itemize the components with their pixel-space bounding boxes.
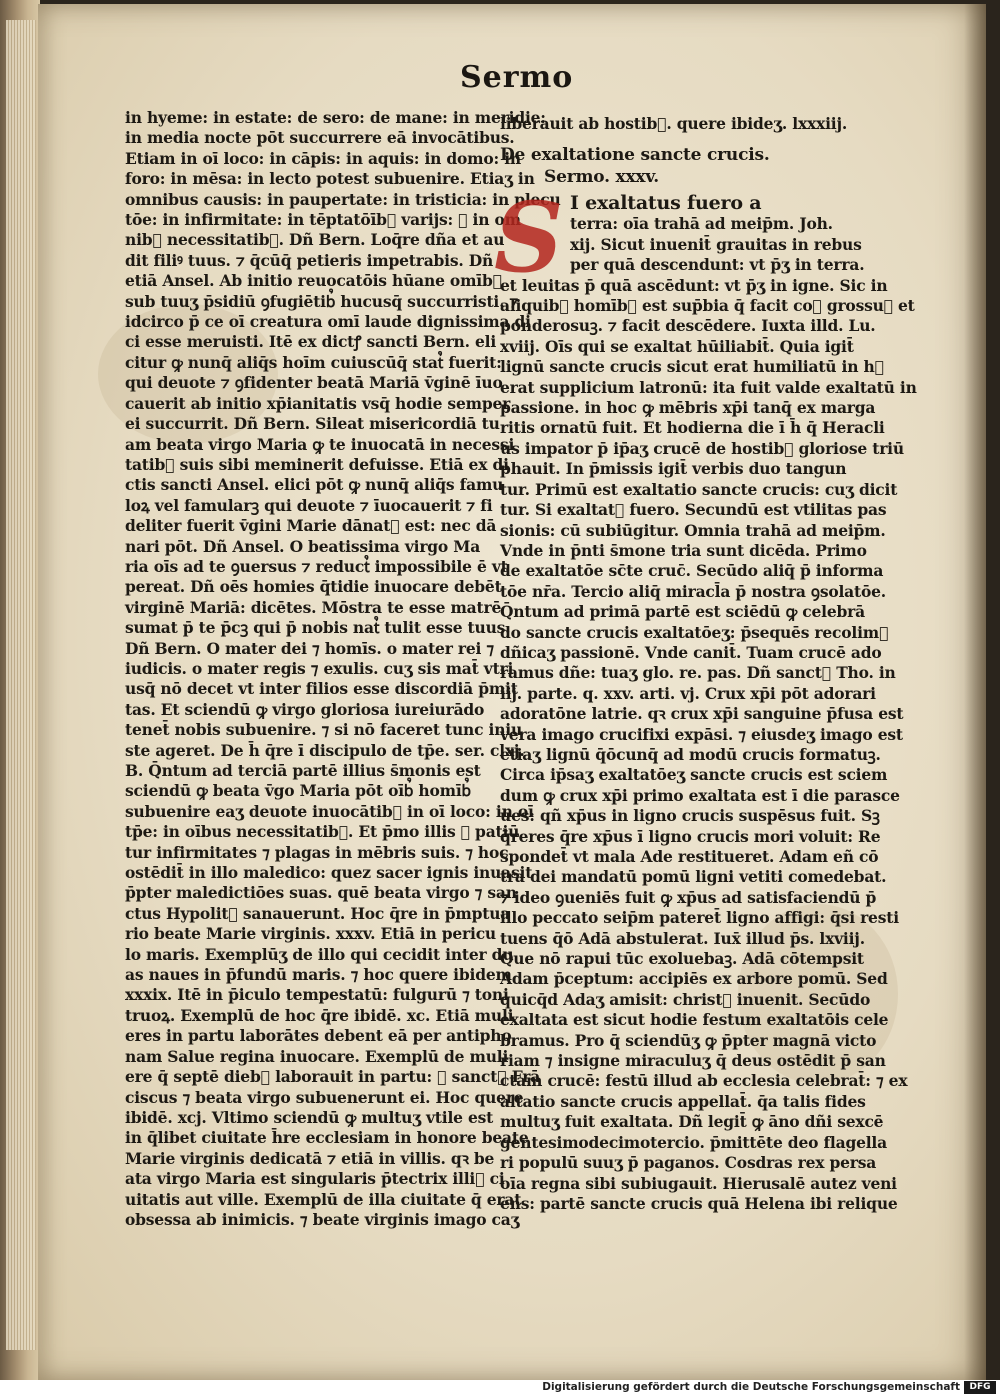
- text-line: adoratōne latrie. qꝛ crux xp̄i sanguine p̄fusa est: [500, 704, 904, 724]
- text-line: passione. in hoc ꝙ mēbris xp̄i tanq̄ ex marga: [500, 398, 876, 418]
- text-line: tra dei mandatū pomū ligni vetiti comedebat.: [500, 867, 887, 887]
- text-line: lo maris. Exemplūʒ de illo qui cecidit inter du: [125, 944, 514, 964]
- text-line: tenet̄ nobis subuenire. ⁊ si nō faceret tunc iniu: [125, 720, 523, 740]
- text-line: uitatis aut ville. Exemplū de illa ciuitate q̄ erat: [125, 1189, 522, 1209]
- text-line: ens: partē sancte crucis quā Helena ibi relique: [500, 1193, 898, 1213]
- initial-text-line: terra: oīa trahā ad meip̄m. Joh.: [570, 214, 833, 234]
- text-line: ri populū suuʒ p̄ paganos. Cosdras rex persa: [500, 1153, 877, 1173]
- text-line: ramus dñe: tuaʒ glo. re. pas. Dñ sanct᷒ Tho. in: [500, 663, 896, 683]
- text-line: ere q̄ septē dieb᷒ laborauit in partu: ⁊ sanct᷒ Frā: [125, 1067, 541, 1087]
- text-line: B. Q̄ntum ad terciā partē illius s̄monis est: [125, 761, 481, 780]
- initial-text-line: per quā descendunt: vt p̄ʒ in terra.: [570, 255, 865, 275]
- text-line: eres in partu laborātes debent eā per antipho: [125, 1026, 512, 1046]
- text-line: xviij. Oīs qui se exaltat hūiliabit̄. Quia igit̄: [500, 336, 854, 356]
- text-line: usq̄ nō decet vt inter filios esse discordiā p̄mit: [125, 679, 518, 699]
- text-line: deliter fuerit v̄gini Marie dānat᷒ est: nec dā: [125, 516, 497, 536]
- text-line: ctam crucē: festū illud ab ecclesia celebrat̄: ⁊ ex: [500, 1071, 908, 1091]
- text-line: bramus. Pro q̄ sciendūʒ ꝙ p̄pter magnā victo: [500, 1030, 877, 1050]
- text-line: Etiam in oī loco: in cāpis: in aquis: in domo: in: [125, 148, 521, 168]
- text-line: tur. Si exaltat᷒ fuero. Secundū est vtilitas pas: [500, 500, 887, 520]
- text-line: rio beate Marie virginis. xxxv. Etiā in pericu: [125, 924, 497, 944]
- text-line: ria oīs ad te ꝯuersus ⁊ reduct᷒ impossibile ē vt: [125, 556, 508, 576]
- text-line: quicq̄d Adaʒ amisit: christ᷒ inuenit. Secūdo: [500, 989, 871, 1009]
- text-line: ata virgo Maria est singularis p̄tectrix illi᷒ ci: [125, 1169, 505, 1189]
- running-header: Sermo: [460, 60, 574, 95]
- text-line: foro: in mēsa: in lecto potest subuenire. Etiaʒ in: [125, 169, 535, 189]
- text-line: vera imago crucifixi expāsi. ⁊ eiusdeʒ imago est: [500, 724, 903, 744]
- text-line: aliquib᷒ homīb᷒ est sup̄bia q̄ facit coꝛ grossuꝫ et: [500, 296, 915, 316]
- text-line: multuʒ fuit exaltata. Dñ legit̄ ꝙ āno dñi sexcē: [500, 1112, 884, 1132]
- text-line: ⁊ ideo ꝯueniēs fuit ꝙ xp̄us ad satisfaciendū p̄: [500, 887, 877, 907]
- text-line: do sancte crucis exaltatōeʒ: p̄sequēs recolim᷒: [500, 622, 889, 642]
- right-column-top-line: liberauit ab hostib᷒. quere ibideʒ. lxxxiij.: [500, 114, 848, 133]
- text-line: dit filiꝰ tuus. ⁊ q̄cūq̄ petieris impetrabis. Dñ: [125, 250, 494, 270]
- text-line: in media nocte pōt succurrere eā invocātibus.: [125, 128, 515, 148]
- text-line: ciscus ⁊ beata virgo subuenerunt ei. Hoc quere: [125, 1087, 524, 1107]
- text-line: obsessa ab inimicis. ⁊ beate virginis imago caʒ: [125, 1209, 520, 1229]
- footer-credit: Digitalisierung gefördert durch die Deutsche Forschungsgemeinschaft: [542, 1381, 960, 1393]
- text-line: dñicaʒ passionē. Vnde canit̄. Tuam crucē ado: [500, 642, 882, 662]
- text-line: ei succurrit. Dñ Bern. Sileat misericordiā tu: [125, 414, 500, 434]
- text-line: riam ⁊ insigne miraculuʒ q̄ deus ostēdit p̄ san: [500, 1051, 886, 1071]
- text-line: Que nō rapui tūc exoluebaꝫ. Adā cōtempsit: [500, 949, 864, 969]
- red-initial-letter: S: [494, 181, 564, 295]
- text-line: idcirco p̄ ce oī creatura omī laude dignissima di: [125, 312, 531, 332]
- text-line: tōe: in infirmitate: in tēptatōīb᷒ varijs: ⁊ in om: [125, 210, 521, 230]
- text-line: ibidē. xcj. Vltimo sciendū ꝙ multuʒ vtile est: [125, 1107, 494, 1127]
- text-line: in q̄libet ciuitate h̄re ecclesiam in honore beate: [125, 1128, 529, 1148]
- text-line: Vnde in p̄nti s̄mone tria sunt dicēda. Primo: [500, 540, 867, 560]
- text-line: p̄pter maledictiōes suas. quē beata virgo ⁊ san: [125, 883, 517, 903]
- sermon-number: Sermo. xxxv.: [544, 167, 660, 188]
- text-line: virginē Mariā: dicētes. Mōstra te esse matrē: [125, 597, 502, 617]
- text-line: phauit. In p̄missis igit̄ verbis duo tangun: [500, 459, 847, 479]
- text-line: lignū sancte crucis sicut erat humiliatū in h᷒: [500, 357, 884, 377]
- text-line: cauerit ab initio xp̄ianitatis vsq̄ hodie semper: [125, 393, 511, 413]
- text-line: ste ageret. De h̄ q̄re ī discipulo de tp̄e. ser. clxj.: [125, 740, 525, 760]
- text-line: etiaʒ lignū q̄ōcunq̄ ad modū crucis formatuꝫ.: [500, 744, 881, 764]
- text-line: ci esse meruisti. Itē ex dictꝭ sancti Bern. eli: [125, 332, 497, 352]
- text-line: loꝝ vel famularꝫ qui deuote ⁊ īuocauerit ⁊ fi: [125, 495, 493, 515]
- text-line: et leuitas p̄ quā ascēdunt: vt p̄ʒ in igne. Sic in: [500, 275, 888, 295]
- text-line: truoꝝ. Exemplū de hoc q̄re ibidē. xc. Etiā muli: [125, 1005, 514, 1025]
- text-line: etiā Ansel. Ab initio reuocatōis hūane omīb᷒: [125, 271, 502, 291]
- text-line: spondet̄ vt mala Ade restitueret. Adam eñ cō: [500, 847, 879, 866]
- text-line: Marie virginis dedicatā ⁊ etiā in villis. qꝛ be: [125, 1148, 495, 1168]
- text-line: Adam p̄ceptum: accipiēs ex arbore pomū. Sed: [500, 969, 888, 989]
- text-line: qui deuote ⁊ ꝯfidenter beatā Mariā v̄ginē īuo: [125, 373, 503, 393]
- text-line: Dñ Bern. O mater dei ⁊ homīs. o mater rei ⁊: [125, 638, 494, 658]
- text-line: tp̄e: in oībus necessitatib᷒. Et p̄mo illis ꝙ patiū: [125, 822, 520, 842]
- text-line: de exaltatōe sc̄te cruc̄. Secūdo aliq̄ p̄ informa: [500, 561, 884, 581]
- text-line: nam Salue regina inuocare. Exemplū de muli: [125, 1046, 509, 1066]
- text-line: omnibus causis: in paupertate: in tristicia: in plecu: [125, 189, 561, 209]
- text-line: xxxix. Itē in p̄iculo tempestatū: fulgurū ⁊ toni: [125, 985, 509, 1005]
- chapter-heading: De exaltatione sancte crucis.: [500, 145, 770, 166]
- text-line: tas. Et sciendū ꝙ virgo gloriosa iureiurādo: [125, 699, 485, 719]
- text-line: iij. parte. q. xxv. arti. vj. Crux xp̄i pōt adorari: [500, 683, 876, 703]
- text-line: pereat. Dñ oēs homies q̄tidie inuocare debēt: [125, 577, 502, 597]
- text-line: ctis sancti Ansel. elici pōt ꝙ nunq̄ aliq̄s famu: [125, 475, 504, 495]
- right-column-body: [500, 275, 917, 1215]
- text-line: dum ꝙ crux xp̄i primo exaltata est ī die parasce: [500, 785, 900, 805]
- text-line: ritis ornatū fuit. Et hodierna die ī h̄ q̄ Heracli: [500, 418, 885, 438]
- text-line: sionis: cū subiūgitur. Omnia trahā ad meip̄m.: [500, 520, 886, 540]
- text-line: iudicis. o mater regis ⁊ exulis. cuʒ sis mat̄ vtri: [125, 658, 514, 678]
- text-line: ctus Hypolit᷒ sanauerunt. Hoc q̄re in p̄mptua: [125, 903, 511, 923]
- text-line: Q̄ntum ad primā partē est sciēdū ꝙ celebrā: [500, 602, 865, 622]
- text-line: erat supplicium latronū: ita fuit valde exaltatū in: [500, 377, 917, 397]
- text-line: ues: qñ xp̄us in ligno crucis suspēsus fuit. Sꝫ: [500, 806, 880, 826]
- text-line: us impator p̄ ip̄aʒ crucē de hostib᷒ gloriose triū: [500, 438, 904, 458]
- text-line: gentesimodecimotercio. p̄mittēte deo flagella: [500, 1132, 887, 1152]
- text-line: ostēdit̄ in illo maledico: quez sacer ignis inuasit: [125, 863, 533, 883]
- text-line: tur infirmitates ⁊ plagas in mēbris suis. ⁊ hoc: [125, 842, 509, 862]
- initial-text-line: xij. Sicut inuenit̄ grauitas in rebus: [570, 234, 862, 254]
- page-gutter: [964, 4, 986, 1380]
- text-line: tatib᷒ suis sibi meminerit defuisse. Etiā ex di: [125, 454, 509, 474]
- text-line: nari pōt. Dñ Ansel. O beatissima virgo Ma: [125, 536, 481, 556]
- text-line: q̄reres q̄re xp̄us ī ligno crucis mori voluit: Re: [500, 826, 881, 846]
- text-line: ponderosuꝫ. ⁊ facit descēdere. Iuxta illd. Lu.: [500, 316, 876, 336]
- initial-text-line: I exaltatus fuero a: [570, 192, 762, 215]
- right-column: [494, 114, 917, 1214]
- text-line: am beata virgo Maria ꝙ te inuocatā in necessi: [125, 434, 515, 454]
- text-line: altatio sancte crucis appellat̄. q̄a talis fides: [500, 1091, 866, 1111]
- text-line: illo peccato seip̄m pateret̄ ligno affigi: q̄si resti: [500, 908, 899, 928]
- text-line: tuens q̄ō Adā abstulerat. Iux̄ illud p̄s. lxviij.: [500, 928, 865, 948]
- text-line: in hyeme: in estate: de sero: de mane: in meridie:: [125, 108, 546, 127]
- text-line: nib᷒ necessitatib᷒. Dñ Bern. Loq̄re dña et au: [125, 230, 505, 250]
- text-line: tōe nr̄a. Tercio aliq̄ miracl̄a p̄ nostra ꝯsolatōe.: [500, 581, 886, 601]
- text-line: oīa regna sibi subiugauit. Hierusalē autez veni: [500, 1173, 897, 1193]
- text-line: as naues in p̄fundū maris. ⁊ hoc quere ibidem: [125, 965, 512, 985]
- text-line: sub tuuʒ p̄sidiū ꝯfugiētib᷒ hucusq̄ succurristi. ⁊: [125, 291, 519, 311]
- text-line: exaltata est sicut hodie festum exaltatōis cele: [500, 1010, 889, 1030]
- text-line: subuenire eaʒ deuote inuocātib᷒ in oī loco: in oī: [125, 801, 534, 821]
- dfg-logo: DFG: [964, 1381, 996, 1394]
- text-line: tur. Primū est exaltatio sancte crucis: cuʒ dicit: [500, 479, 898, 499]
- text-line: sciendū ꝙ beata v̄go Maria pōt oīb᷒ homīb᷒: [125, 781, 471, 801]
- text-line: citur ꝙ nunq̄ aliq̄s hoīm cuiuscūq̄ stat᷒ fuerit:: [125, 352, 502, 372]
- left-column: [125, 108, 561, 1230]
- footer-bar: [0, 1380, 1000, 1395]
- text-line: Circa ip̄saʒ exaltatōeʒ sancte crucis est sciem: [500, 765, 888, 785]
- text-line: sumat p̄ te p̄cꝫ qui p̄ nobis nat᷒ tulit esse tuus.: [125, 618, 511, 638]
- page-stack: [6, 20, 36, 1350]
